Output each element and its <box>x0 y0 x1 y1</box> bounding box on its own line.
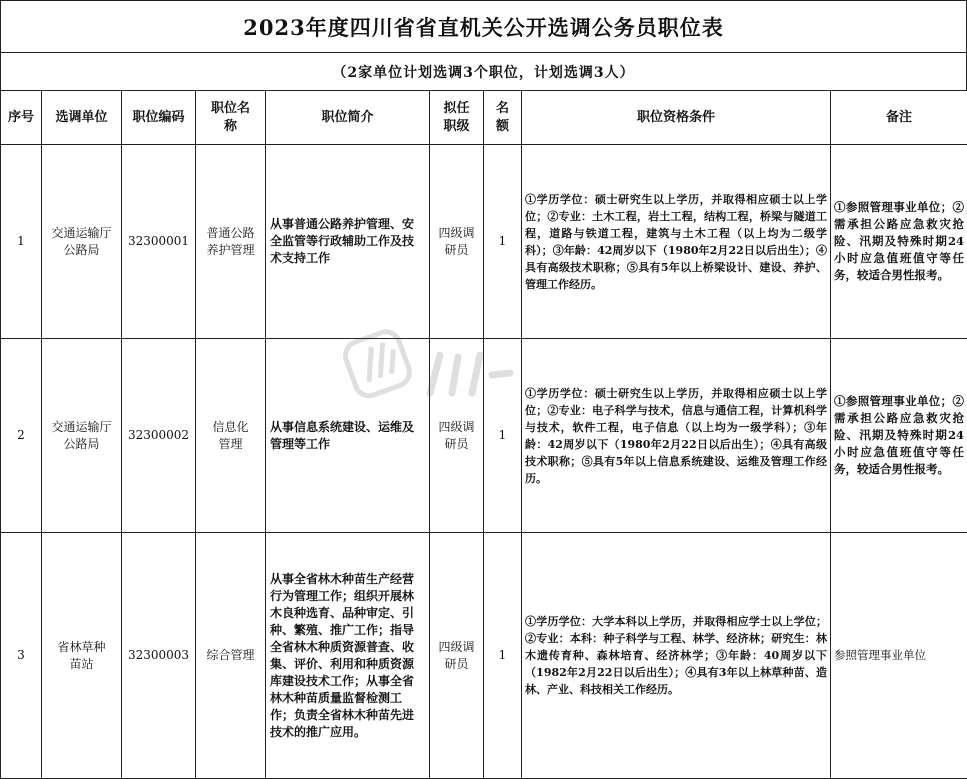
cell-seq: 1 <box>1 145 42 339</box>
cell-unit: 交通运输厅公路局 <box>42 339 122 533</box>
table-row <box>1 145 967 339</box>
page-title: 2023年度四川省省直机关公开选调公务员职位表 <box>0 0 967 52</box>
page-subtitle: （2家单位计划选调3个职位，计划选调3人） <box>0 52 967 90</box>
table-row <box>1 533 967 779</box>
cell-code: 32300003 <box>122 533 196 779</box>
cell-name: 综合管理 <box>196 533 266 779</box>
cell-intro: 从事普通公路养护管理、安全监管等行政辅助工作及技术支持工作 <box>266 145 430 339</box>
cell-intro: 从事信息系统建设、运维及管理等工作 <box>266 339 430 533</box>
cell-unit: 交通运输厅公路局 <box>42 145 122 339</box>
cell-name: 信息化管理 <box>196 339 266 533</box>
cell-level: 四级调研员 <box>430 339 484 533</box>
cell-note: ①参照管理事业单位；②需承担公路应急救灾抢险、汛期及特殊时期24小时应急值班值守等任务，较适合男性报考。 <box>831 339 967 533</box>
header-qual: 职位资格条件 <box>522 91 831 145</box>
cell-qual: ①学历学位：大学本科以上学历，并取得相应学士以上学位；②专业：本科：种子科学与工程、林学、经济林；研究生：林木遗传育种、森林培育、经济林学；③年龄：40周岁以下（1982年2月22日以后出生）；④具有3年以上林草种苗、造林、产业、科技相关工作经历。 <box>522 533 831 779</box>
header-unit: 选调单位 <box>42 91 122 145</box>
position-table <box>0 90 967 779</box>
cell-qual: ①学历学位：硕士研究生以上学历，并取得相应硕士以上学位；②专业：电子科学与技术，信息与通信工程，计算机科学与技术，软件工程，电子信息（以上均为一级学科）；③年龄：42周岁以下（1980年2月22日以后出生）；④具有高级技术职称；⑤具有5年以上信息系统建设、运维及管理工作经历。 <box>522 339 831 533</box>
cell-name: 普通公路养护管理 <box>196 145 266 339</box>
header-note: 备注 <box>831 91 967 145</box>
header-seq: 序号 <box>1 91 42 145</box>
table-row <box>1 339 967 533</box>
cell-qual: ①学历学位：硕士研究生以上学历，并取得相应硕士以上学位；②专业：土木工程，岩土工程，结构工程，桥梁与隧道工程，道路与铁道工程，建筑与土木工程（以上均为二级学科）；③年龄：42周岁以下（1980年2月22日以后出生）；④具有高级技术职称；⑤具有5年以上桥梁设计、建设、养护、管理工作经历。 <box>522 145 831 339</box>
cell-code: 32300002 <box>122 339 196 533</box>
cell-seq: 3 <box>1 533 42 779</box>
cell-level: 四级调研员 <box>430 145 484 339</box>
header-level: 拟任职级 <box>430 91 484 145</box>
table-header-row <box>1 91 967 145</box>
cell-level: 四级调研员 <box>430 533 484 779</box>
cell-code: 32300001 <box>122 145 196 339</box>
cell-seq: 2 <box>1 339 42 533</box>
cell-count: 1 <box>484 339 522 533</box>
header-name: 职位名称 <box>196 91 266 145</box>
cell-count: 1 <box>484 145 522 339</box>
header-count: 名额 <box>484 91 522 145</box>
header-intro: 职位简介 <box>266 91 430 145</box>
cell-count: 1 <box>484 533 522 779</box>
cell-note: 参照管理事业单位 <box>831 533 967 779</box>
cell-unit: 省林草种苗站 <box>42 533 122 779</box>
cell-intro: 从事全省林木种苗生产经营行为管理工作；组织开展林木良种选育、品种审定、引种、繁殖、推广工作；指导全省林木种质资源普查、收集、评价、利用和种质资源库建设技术工作；从事全省林木种苗质量监督检测工作；负责全省林木种苗先进技术的推广应用。 <box>266 533 430 779</box>
header-code: 职位编码 <box>122 91 196 145</box>
cell-note: ①参照管理事业单位；②需承担公路应急救灾抢险、汛期及特殊时期24小时应急值班值守等任务，较适合男性报考。 <box>831 145 967 339</box>
